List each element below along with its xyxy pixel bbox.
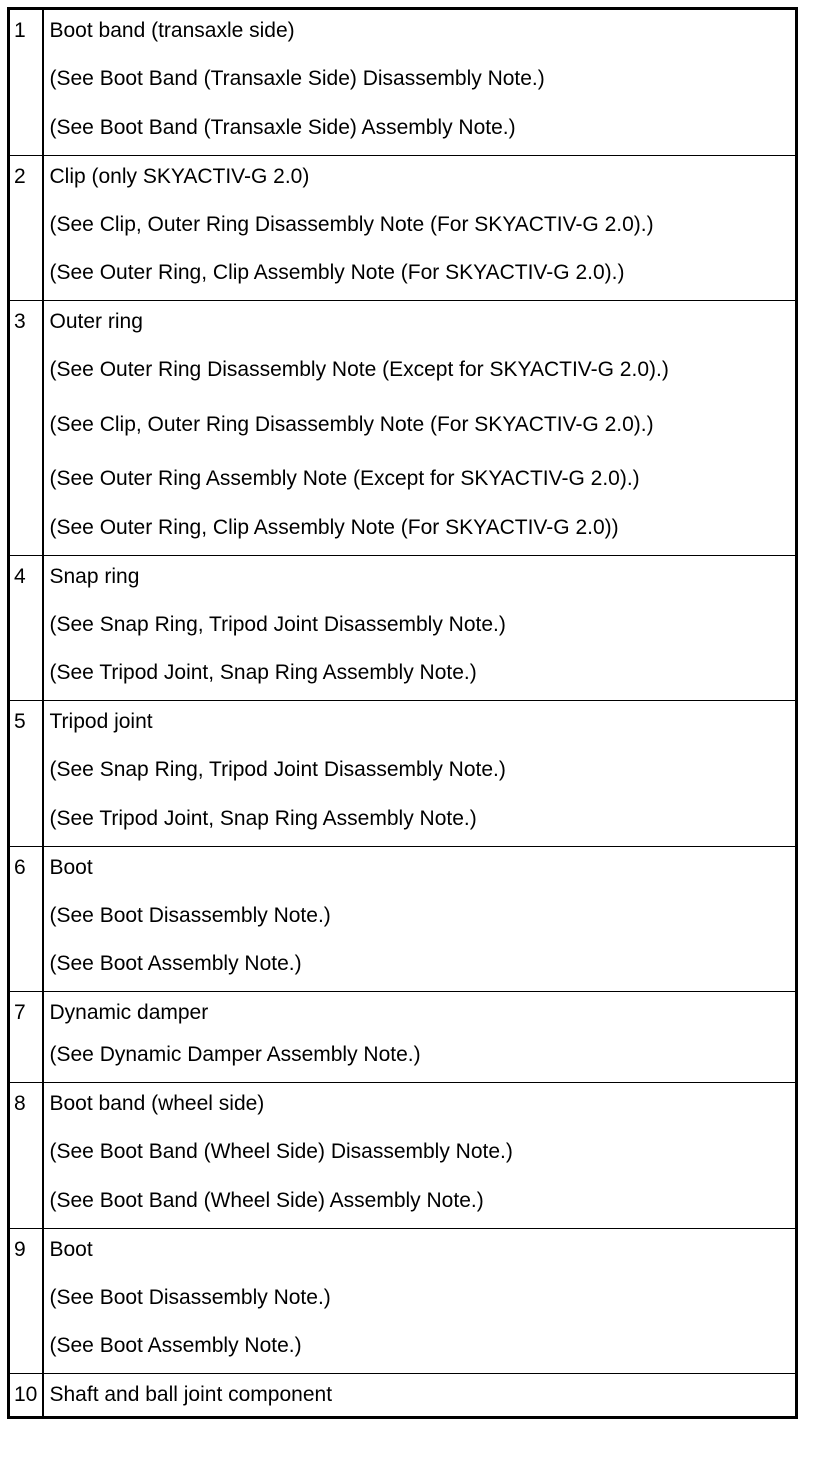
item-number [9, 9, 43, 156]
item-description [43, 1083, 797, 1229]
part-name: Boot band (transaxle side) [49, 19, 295, 42]
parts-table [7, 7, 798, 1419]
item-number [9, 846, 43, 992]
reference-note: (See Boot Assembly Note.) [49, 952, 302, 975]
reference-note: (See Snap Ring, Tripod Joint Disassembly Note.) [49, 612, 506, 636]
part-name: Tripod joint [49, 710, 153, 733]
reference-note: (See Dynamic Damper Assembly Note.) [49, 1043, 421, 1066]
reference-note: (See Outer Ring, Clip Assembly Note (For SKYACTIV-G 2.0).) [49, 261, 625, 284]
part-name: Clip (only SKYACTIV-G 2.0) [49, 164, 310, 188]
part-name: Boot [49, 1237, 93, 1261]
item-number [9, 301, 43, 556]
item-description [43, 701, 797, 847]
item-number-text: 9 [14, 1237, 26, 1261]
part-name: Snap ring [49, 564, 140, 588]
part-name: Boot band (wheel side) [49, 1092, 265, 1115]
item-description [43, 846, 797, 992]
item-description [43, 301, 797, 556]
item-description [43, 1374, 797, 1418]
table-row [9, 301, 797, 556]
part-name: Shaft and ball joint component [49, 1383, 333, 1406]
item-number [9, 701, 43, 847]
reference-note: (See Tripod Joint, Snap Ring Assembly Note.) [49, 806, 477, 830]
reference-note: (See Outer Ring Assembly Note (Except for SKYACTIV-G 2.0).) [49, 467, 640, 490]
table-row [9, 992, 797, 1083]
item-number-text: 1 [14, 19, 26, 42]
item-description [43, 9, 797, 156]
reference-note: (See Outer Ring Disassembly Note (Except for SKYACTIV-G 2.0).) [49, 358, 669, 381]
item-number [9, 1083, 43, 1229]
item-number-text: 5 [14, 710, 26, 733]
reference-note: (See Outer Ring, Clip Assembly Note (For SKYACTIV-G 2.0)) [49, 515, 619, 539]
item-description [43, 992, 797, 1083]
reference-note: (See Tripod Joint, Snap Ring Assembly Note.) [49, 661, 477, 684]
item-number-text: 4 [14, 564, 26, 588]
table-row [9, 555, 797, 701]
table-row [9, 1374, 797, 1418]
item-number-text: 7 [14, 1001, 26, 1024]
item-description [43, 155, 797, 301]
reference-note: (See Boot Band (Transaxle Side) Assembly Note.) [49, 115, 516, 139]
reference-note: (See Boot Assembly Note.) [49, 1334, 302, 1357]
item-description [43, 555, 797, 701]
part-name: Boot [49, 855, 93, 879]
table-row [9, 1228, 797, 1374]
table-row [9, 846, 797, 992]
item-number [9, 992, 43, 1083]
item-number [9, 555, 43, 701]
part-name: Dynamic damper [49, 1001, 209, 1024]
reference-note: (See Boot Disassembly Note.) [49, 1285, 331, 1309]
item-number-text: 8 [14, 1092, 26, 1115]
item-number [9, 155, 43, 301]
table-row [9, 9, 797, 156]
item-number-text: 2 [14, 164, 26, 188]
reference-note: (See Clip, Outer Ring Disassembly Note (For SKYACTIV-G 2.0).) [49, 212, 654, 236]
parts-table-body [9, 9, 797, 1418]
item-number-text: 6 [14, 855, 26, 879]
table-row [9, 701, 797, 847]
reference-note: (See Boot Band (Transaxle Side) Disassembly Note.) [49, 67, 545, 90]
item-number-text: 10 [14, 1383, 38, 1406]
item-description [43, 1228, 797, 1374]
reference-note: (See Snap Ring, Tripod Joint Disassembly Note.) [49, 758, 506, 781]
reference-note: (See Boot Band (Wheel Side) Disassembly Note.) [49, 1140, 513, 1163]
reference-note: (See Clip, Outer Ring Disassembly Note (For SKYACTIV-G 2.0).) [49, 412, 654, 436]
reference-note: (See Boot Band (Wheel Side) Assembly Note.) [49, 1188, 484, 1212]
item-number-text: 3 [14, 310, 26, 333]
reference-note: (See Boot Disassembly Note.) [49, 903, 331, 927]
item-number [9, 1374, 43, 1418]
part-name: Outer ring [49, 310, 143, 333]
item-number [9, 1228, 43, 1374]
table-row [9, 1083, 797, 1229]
table-row [9, 155, 797, 301]
